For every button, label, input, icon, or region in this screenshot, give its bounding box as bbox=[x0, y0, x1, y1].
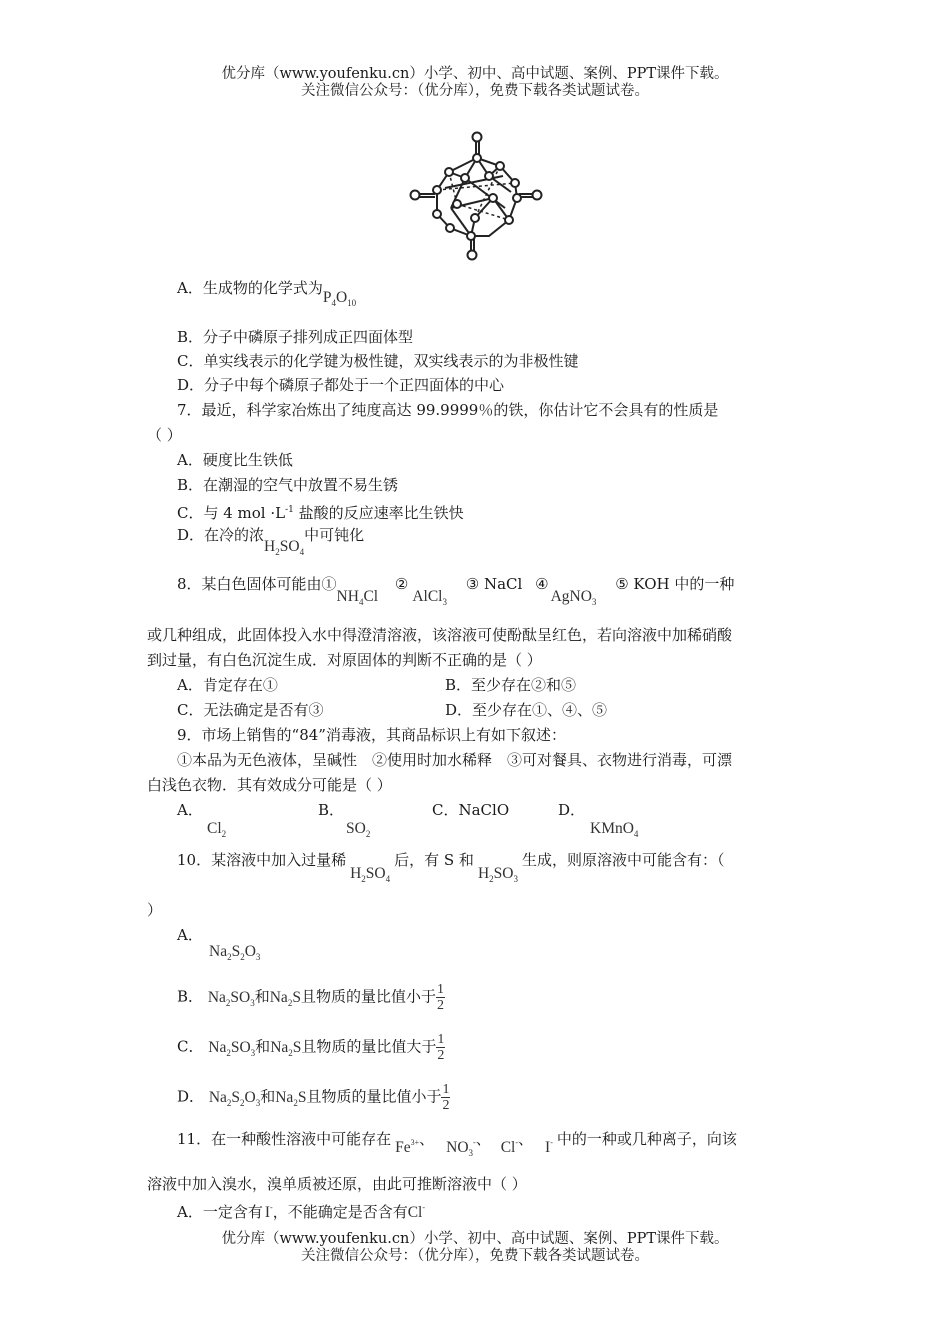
q10-option-a bbox=[177, 925, 261, 971]
q8-marker-4: ④ bbox=[535, 575, 549, 593]
q9-stem: 9．市场上销售的“84”消毒液，其商品标识上有如下叙述： bbox=[177, 726, 566, 744]
q10-option-c-formula-2: $Na_2S$ bbox=[270, 1038, 302, 1058]
q7-stem: 7．最近，科学家冶炼出了纯度高达 99.9999％的铁，你估计它不会具有的性质是 bbox=[177, 401, 719, 419]
q6-option-c: C．单实线表示的化学键为极性键，双实线表示的为非极性键 bbox=[177, 352, 579, 370]
q10-option-d-fraction bbox=[441, 1082, 450, 1113]
q9-option-c: C．NaClO bbox=[432, 801, 510, 819]
q11-sep: 、 bbox=[518, 1130, 534, 1148]
q9-option-a-label: A． bbox=[177, 801, 203, 819]
q7-option-d-formula: $H_2SO_4$ bbox=[264, 538, 305, 557]
q11-sep: 、 bbox=[475, 1130, 491, 1148]
q10-stem-pre: 10．某溶液中加入过量稀 bbox=[177, 851, 347, 869]
q11-ion-cl: Cl- bbox=[500, 1138, 519, 1156]
q10-option-b-formula-2: $Na_2S$ bbox=[269, 988, 301, 1008]
q7-option-c-sup: -1 bbox=[285, 505, 294, 515]
q6-option-d: D．分子中每个磷原子都处于一个正四面体的中心 bbox=[177, 376, 505, 394]
footer-line-2: 关注微信公众号：（优分库），免费下载各类试题试卷。 bbox=[301, 1248, 649, 1264]
q11-option-a-ion-2: Cl- bbox=[407, 1203, 426, 1221]
q8-formula-agno3: AgNO$_3$ bbox=[550, 588, 597, 607]
q9-option-b-formula: $SO_2$ bbox=[346, 820, 371, 839]
q9-line-2: ①本品为无色液体，呈碱性 ②使用时加水稀释 ③可对餐具、衣物进行消毒，可漂 bbox=[177, 751, 733, 769]
q8-marker-2: ② bbox=[394, 575, 409, 593]
fraction-denominator: 2 bbox=[437, 1048, 445, 1063]
q10-option-d bbox=[177, 1082, 450, 1113]
q7-option-c-post: 盐酸的反应速率比生铁快 bbox=[293, 504, 464, 522]
q10-formula-h2so3: $H_2SO_3$ bbox=[477, 865, 518, 884]
q11-stem bbox=[177, 1125, 737, 1158]
q6-option-a bbox=[177, 278, 357, 308]
q7-option-d bbox=[177, 525, 365, 557]
q9-line-3: 白浅色衣物．其有效成分可能是（ ） bbox=[147, 776, 392, 794]
q10-option-b-label: B． bbox=[177, 987, 204, 1006]
q9-option-a bbox=[177, 800, 227, 846]
q6-option-a-formula: $P_4O_{10}$ bbox=[322, 289, 357, 308]
q10-stem bbox=[177, 850, 725, 884]
q7-answer-paren: （ ） bbox=[147, 426, 182, 444]
q11-ion-i: I- bbox=[545, 1138, 553, 1156]
q7-option-c bbox=[177, 500, 464, 523]
q7-option-d-post: 中可钝化 bbox=[304, 526, 365, 544]
q10-option-c-fraction bbox=[436, 1032, 445, 1063]
q11-stem-post: 中的一种或几种离子，向该 bbox=[556, 1130, 737, 1148]
q10-close-paren: ） bbox=[147, 901, 163, 919]
q10-option-a-label: A． bbox=[177, 926, 203, 944]
fraction-numerator: 1 bbox=[436, 982, 444, 997]
q10-option-c-text: 且物质的量比值大于 bbox=[301, 1037, 437, 1056]
q9-option-d-formula: KMnO$_4$ bbox=[590, 820, 639, 839]
q10-stem-post: 生成，则原溶液中可能含有：（ bbox=[521, 851, 725, 869]
q10-option-a-formula: $Na_2S_2O_3$ bbox=[209, 943, 261, 962]
q10-option-b bbox=[177, 982, 445, 1013]
q11-option-a bbox=[177, 1198, 425, 1223]
fraction-numerator: 1 bbox=[442, 1082, 450, 1097]
q11-line-2: 溶液中加入溴水，溴单质被还原，由此可推断溶液中（ ） bbox=[147, 1175, 527, 1193]
q8-stem-post: ⑤ KOH 中的一种 bbox=[615, 575, 735, 593]
q10-option-b-fraction bbox=[436, 982, 445, 1013]
q10-option-b-formula-1: $Na_2SO_3$ bbox=[207, 988, 255, 1008]
header-line-1: 优分库（www.youfenku.cn）小学、初中、高中试题、案例、PPT课件下载。 bbox=[221, 66, 729, 82]
q10-option-c-formula-1: $Na_2SO_3$ bbox=[208, 1038, 256, 1058]
q11-stem-pre: 11．在一种酸性溶液中可能存在 bbox=[177, 1130, 392, 1148]
q10-option-d-formula-2: $Na_2S$ bbox=[275, 1088, 307, 1108]
q11-ion-no3: $NO_3^-$ bbox=[446, 1138, 476, 1158]
q8-line-2: 或几种组成，此固体投入水中得澄清溶液，该溶液可使酚酞呈红色，若向溶液中加稀硝酸 bbox=[147, 626, 733, 644]
q8-option-b: B．至少存在②和⑤ bbox=[445, 676, 577, 694]
q11-sep: 、 bbox=[419, 1130, 435, 1148]
q9-option-d bbox=[558, 800, 639, 846]
fraction-numerator: 1 bbox=[437, 1032, 445, 1047]
q9-option-b-label: B． bbox=[318, 801, 345, 819]
q10-option-c bbox=[177, 1032, 445, 1063]
q8-formula-nh4cl: $NH_4Cl$ bbox=[336, 588, 379, 607]
q8-marker-3: ③ NaCl bbox=[465, 575, 523, 593]
q8-option-c: C．无法确定是否有③ bbox=[177, 701, 324, 719]
q9-option-d-label: D． bbox=[558, 801, 586, 819]
q10-option-d-label: D． bbox=[177, 1087, 205, 1106]
q11-option-a-mid: ，不能确定是否含有 bbox=[272, 1203, 408, 1221]
q8-line-3: 到过量，有白色沉淀生成．对原固体的判断不正确的是（ ） bbox=[147, 651, 542, 669]
q8-option-a: A．肯定存在① bbox=[177, 676, 278, 694]
q8-formula-alcl3: AlCl$_3$ bbox=[412, 588, 447, 607]
q8-stem bbox=[177, 574, 735, 607]
q10-option-d-formula-1: $Na_2S_2O_3$ bbox=[208, 1088, 261, 1108]
q10-option-c-label: C． bbox=[177, 1037, 204, 1056]
q7-option-b: B．在潮湿的空气中放置不易生锈 bbox=[177, 476, 399, 494]
q11-option-a-ion-1: I- bbox=[264, 1203, 273, 1221]
q10-option-c-and: 和 bbox=[255, 1037, 271, 1056]
q7-option-d-pre: D．在冷的浓 bbox=[177, 526, 265, 544]
footer-line-1: 优分库（www.youfenku.cn）小学、初中、高中试题、案例、PPT课件下载。 bbox=[221, 1231, 729, 1247]
header-line-2: 关注微信公众号：（优分库），免费下载各类试题试卷。 bbox=[301, 83, 649, 99]
q10-option-b-text: 且物质的量比值小于 bbox=[300, 987, 436, 1006]
q7-option-a: A．硬度比生铁低 bbox=[177, 451, 293, 469]
q11-ion-fe3: $Fe^{3+}$ bbox=[395, 1138, 420, 1156]
q8-stem-pre: 8．某白色固体可能由① bbox=[177, 575, 337, 593]
fraction-denominator: 2 bbox=[436, 998, 444, 1013]
p4o10-molecule-figure bbox=[405, 128, 545, 263]
q10-stem-mid: 后，有 S 和 bbox=[394, 851, 474, 869]
q10-formula-h2so4: $H_2SO_4$ bbox=[350, 865, 391, 884]
q8-option-d: D．至少存在①、④、⑤ bbox=[445, 701, 608, 719]
q6-option-b: B．分子中磷原子排列成正四面体型 bbox=[177, 328, 414, 346]
q10-option-b-and: 和 bbox=[254, 987, 270, 1006]
q10-option-d-text: 且物质的量比值小于 bbox=[306, 1087, 442, 1106]
q9-option-a-formula: $Cl_2$ bbox=[207, 820, 227, 839]
fraction-denominator: 2 bbox=[442, 1098, 450, 1113]
q10-option-d-and: 和 bbox=[260, 1087, 276, 1106]
q11-option-a-pre: A．一定含有 bbox=[177, 1203, 263, 1221]
q7-option-c-pre: C．与 4 mol ·L bbox=[177, 504, 286, 522]
q9-option-b bbox=[318, 800, 371, 846]
q6-option-a-text: A．生成物的化学式为 bbox=[177, 279, 323, 297]
